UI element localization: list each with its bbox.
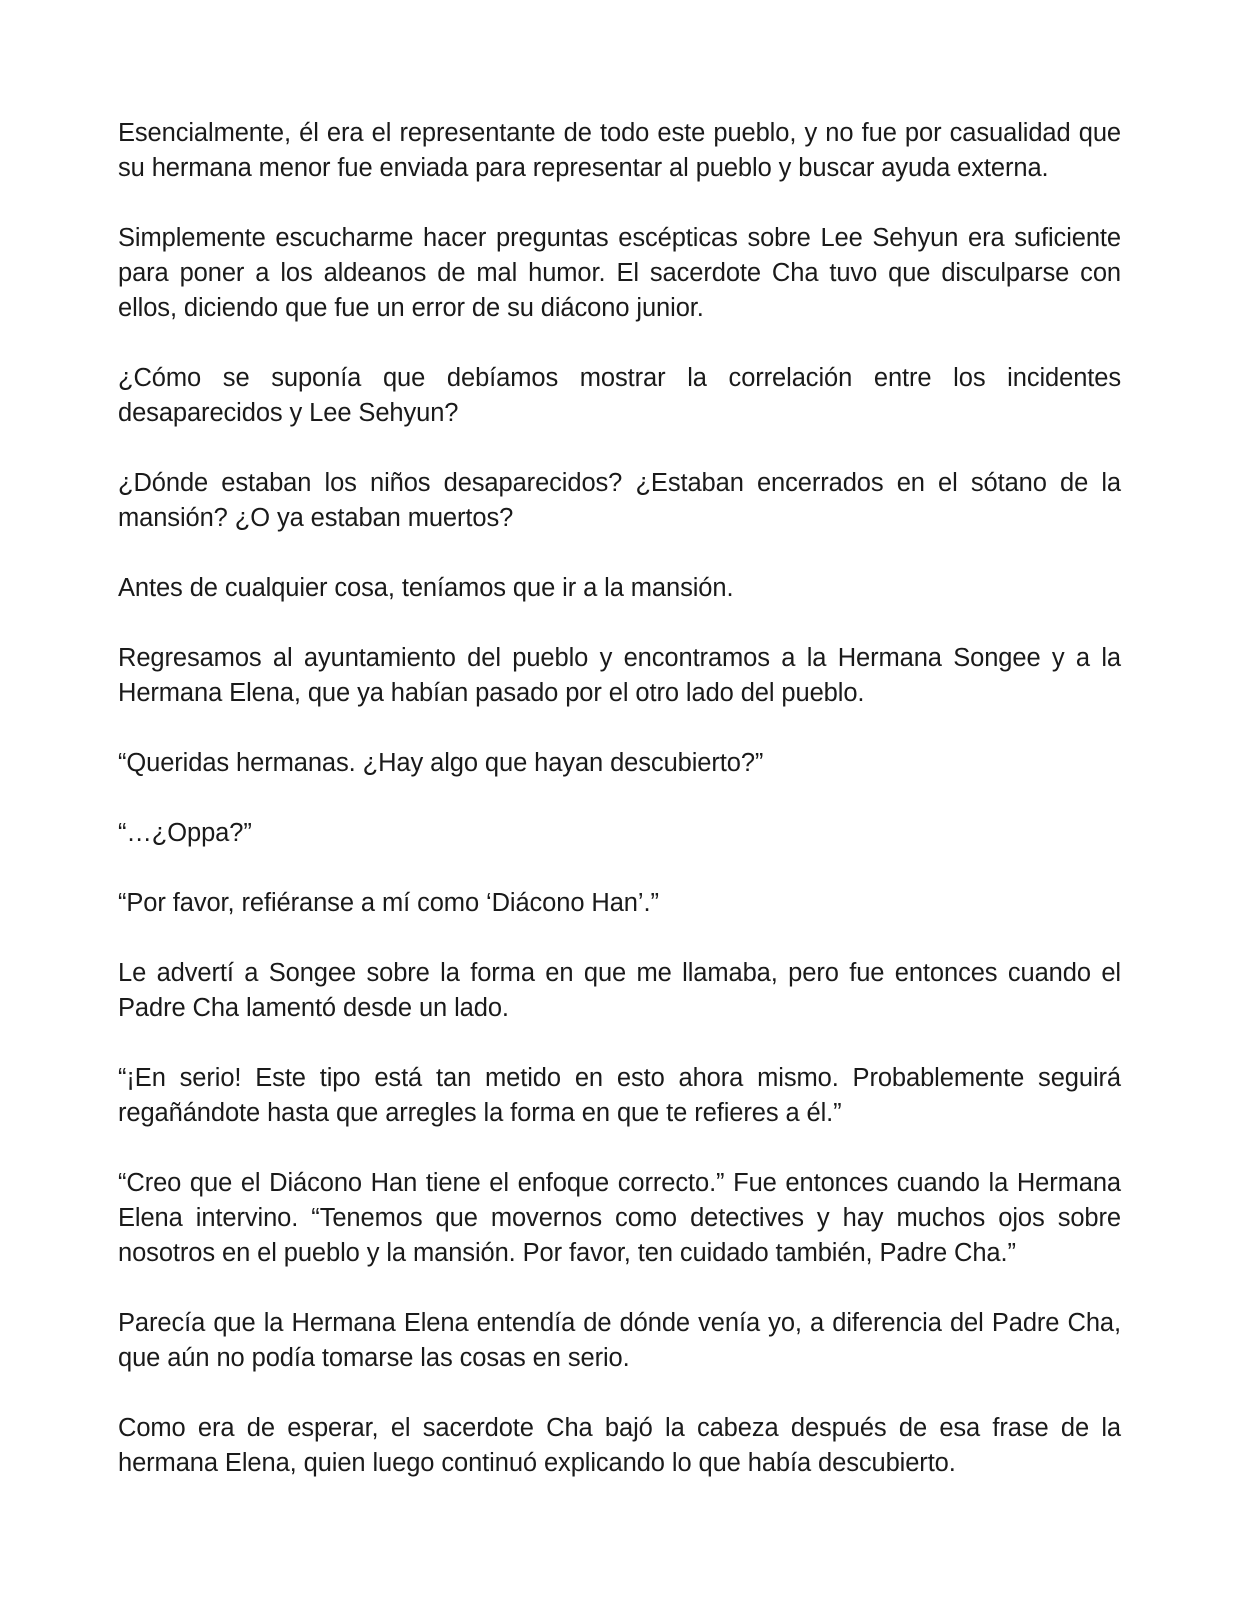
paragraph: ¿Cómo se suponía que debíamos mostrar la correlación entre los incidentes desaparecidos y Lee Sehyun? [118,364,1121,427]
paragraph: Le advertí a Songee sobre la forma en que me llamaba, pero fue entonces cuando el Padre Cha lamentó desde un lado. [118,959,1121,1022]
dialogue-line: “Por favor, refiéranse a mí como ‘Diácono Han’.” [118,889,659,917]
dialogue-line: “…¿Oppa?” [118,819,252,847]
paragraph: Antes de cualquier cosa, teníamos que ir a la mansión. [118,574,734,602]
paragraph: Simplemente escucharme hacer preguntas escépticas sobre Lee Sehyun era suficiente para poner a los aldeanos de mal humor. El sacerdote Cha tuvo que disculparse con ellos, diciendo que fue un error de su diácono junior. [118,224,1121,322]
paragraph: Esencialmente, él era el representante de todo este pueblo, y no fue por casualidad que su hermana menor fue enviada para representar al pueblo y buscar ayuda externa. [118,119,1121,182]
dialogue-line: “Queridas hermanas. ¿Hay algo que hayan descubierto?” [118,749,764,777]
dialogue-line: “Creo que el Diácono Han tiene el enfoque correcto.” Fue entonces cuando la Hermana Elena intervino. “Tenemos que movernos como detectives y hay muchos ojos sobre nosotros en el pueblo y la mansión. Por favor, ten cuidado también, Padre Cha.” [118,1169,1121,1267]
document-body [118,116,1121,1516]
paragraph: ¿Dónde estaban los niños desaparecidos? ¿Estaban encerrados en el sótano de la mansión? ¿O ya estaban muertos? [118,469,1121,532]
paragraph: Regresamos al ayuntamiento del pueblo y encontramos a la Hermana Songee y a la Hermana Elena, que ya habían pasado por el otro lado del pueblo. [118,644,1121,707]
paragraph: Parecía que la Hermana Elena entendía de dónde venía yo, a diferencia del Padre Cha, que aún no podía tomarse las cosas en serio. [118,1309,1121,1372]
dialogue-line: “¡En serio! Este tipo está tan metido en esto ahora mismo. Probablemente seguirá regañándote hasta que arregles la forma en que te refieres a él.” [118,1064,1121,1127]
paragraph: Como era de esperar, el sacerdote Cha bajó la cabeza después de esa frase de la hermana Elena, quien luego continuó explicando lo que había descubierto. [118,1414,1121,1477]
